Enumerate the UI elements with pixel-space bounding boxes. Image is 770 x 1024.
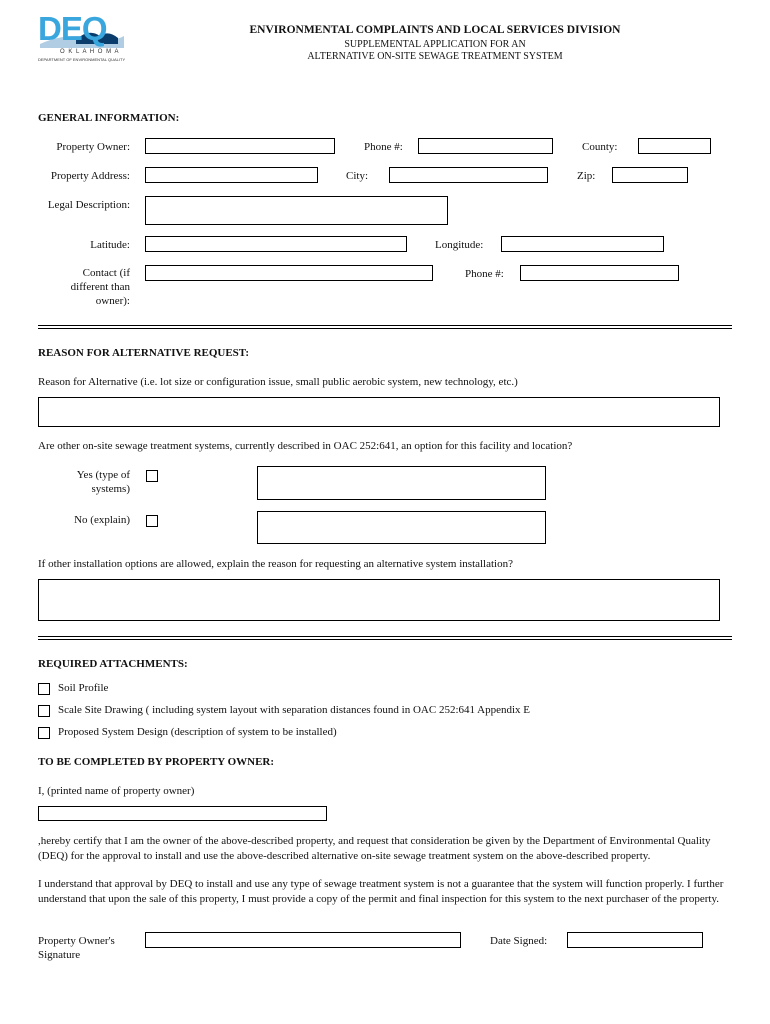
page-title: ENVIRONMENTAL COMPLAINTS AND LOCAL SERVICES DIVISION — [249, 24, 621, 36]
printed-name-label: I, (printed name of property owner) — [38, 785, 195, 797]
soil-profile-label: Soil Profile — [58, 682, 109, 694]
other-systems-question: Are other on-site sewage treatment systems, currently described in OAC 252:641, an option for this facility and location? — [38, 440, 573, 452]
no-explain-field[interactable] — [257, 511, 546, 544]
attachments-heading: REQUIRED ATTACHMENTS: — [38, 658, 188, 670]
logo-state: O K L A H O M A — [60, 49, 120, 55]
date-signed-field[interactable] — [567, 932, 703, 948]
city-field[interactable] — [389, 167, 548, 183]
reason-heading: REASON FOR ALTERNATIVE REQUEST: — [38, 347, 249, 359]
property-address-field[interactable] — [145, 167, 318, 183]
owner-section-heading: TO BE COMPLETED BY PROPERTY OWNER: — [38, 756, 275, 768]
reason-field[interactable] — [38, 397, 720, 427]
property-owner-field[interactable] — [145, 138, 335, 154]
yes-types-field[interactable] — [257, 466, 546, 500]
county-label: County: — [582, 141, 618, 153]
contact-phone-label: Phone #: — [465, 268, 504, 280]
system-design-label: Proposed System Design (description of system to be installed) — [58, 726, 337, 738]
site-drawing-label: Scale Site Drawing ( including system layout with separation distances found in OAC 252:641 Appendix E — [58, 704, 531, 716]
contact-phone-field[interactable] — [520, 265, 679, 281]
latitude-label: Latitude: — [90, 239, 130, 251]
zip-field[interactable] — [612, 167, 688, 183]
property-address-label: Property Address: — [50, 170, 130, 182]
yes-label-line1: Yes (type of — [76, 469, 130, 481]
system-design-checkbox[interactable] — [38, 727, 50, 739]
general-heading: GENERAL INFORMATION: — [38, 112, 180, 124]
understand-paragraph: I understand that approval by DEQ to install and use any type of sewage treatment system is not a guarantee that the system will function properly. I further understand that upon the sale of this property, I must provide a copy of the permit and final inspection for this system to the next purchaser of the property. — [38, 878, 724, 905]
yes-label-line2: systems) — [91, 483, 130, 495]
phone-field[interactable] — [418, 138, 553, 154]
contact-label-line2: different than — [70, 281, 130, 293]
latitude-field[interactable] — [145, 236, 407, 252]
contact-label-line1: Contact (if — [82, 267, 130, 279]
legal-description-field[interactable] — [145, 196, 448, 225]
page-subtitle-2: ALTERNATIVE ON-SITE SEWAGE TREATMENT SYSTEM — [307, 51, 563, 62]
logo-dept: DEPARTMENT OF ENVIRONMENTAL QUALITY — [38, 57, 126, 62]
certify-paragraph: ,hereby certify that I am the owner of the above-described property, and request that consideration be given by the Department of Environmental Quality (DEQ) for the approval to install and use the above-described alternative on-site sewage treatment system on the above-described property. — [38, 835, 711, 862]
logo-text: DEQ — [38, 10, 107, 47]
phone-label: Phone #: — [364, 141, 403, 153]
zip-label: Zip: — [577, 170, 596, 182]
no-label: No (explain) — [74, 514, 130, 526]
property-owner-label: Property Owner: — [56, 141, 130, 153]
longitude-label: Longitude: — [435, 239, 484, 251]
installation-reason-field[interactable] — [38, 579, 720, 621]
contact-label-line3: owner): — [95, 295, 130, 307]
signature-label-line1: Property Owner's — [38, 935, 115, 947]
legal-description-label: Legal Description: — [47, 199, 130, 211]
no-checkbox[interactable] — [146, 515, 158, 527]
reason-prompt: Reason for Alternative (i.e. lot size or configuration issue, small public aerobic system, new technology, etc.) — [38, 376, 518, 388]
signature-field[interactable] — [145, 932, 461, 948]
installation-question: If other installation options are allowed, explain the reason for requesting an alternative system installation? — [38, 558, 513, 570]
date-signed-label: Date Signed: — [490, 935, 548, 947]
longitude-field[interactable] — [501, 236, 664, 252]
site-drawing-checkbox[interactable] — [38, 705, 50, 717]
soil-profile-checkbox[interactable] — [38, 683, 50, 695]
contact-field[interactable] — [145, 265, 433, 281]
city-label: City: — [346, 170, 369, 182]
county-field[interactable] — [638, 138, 711, 154]
page-subtitle-1: SUPPLEMENTAL APPLICATION FOR AN — [344, 39, 526, 50]
yes-checkbox[interactable] — [146, 470, 158, 482]
printed-name-field[interactable] — [38, 806, 327, 821]
section-divider — [38, 325, 732, 329]
signature-label-line2: Signature — [38, 949, 81, 961]
section-divider-2 — [38, 636, 732, 640]
